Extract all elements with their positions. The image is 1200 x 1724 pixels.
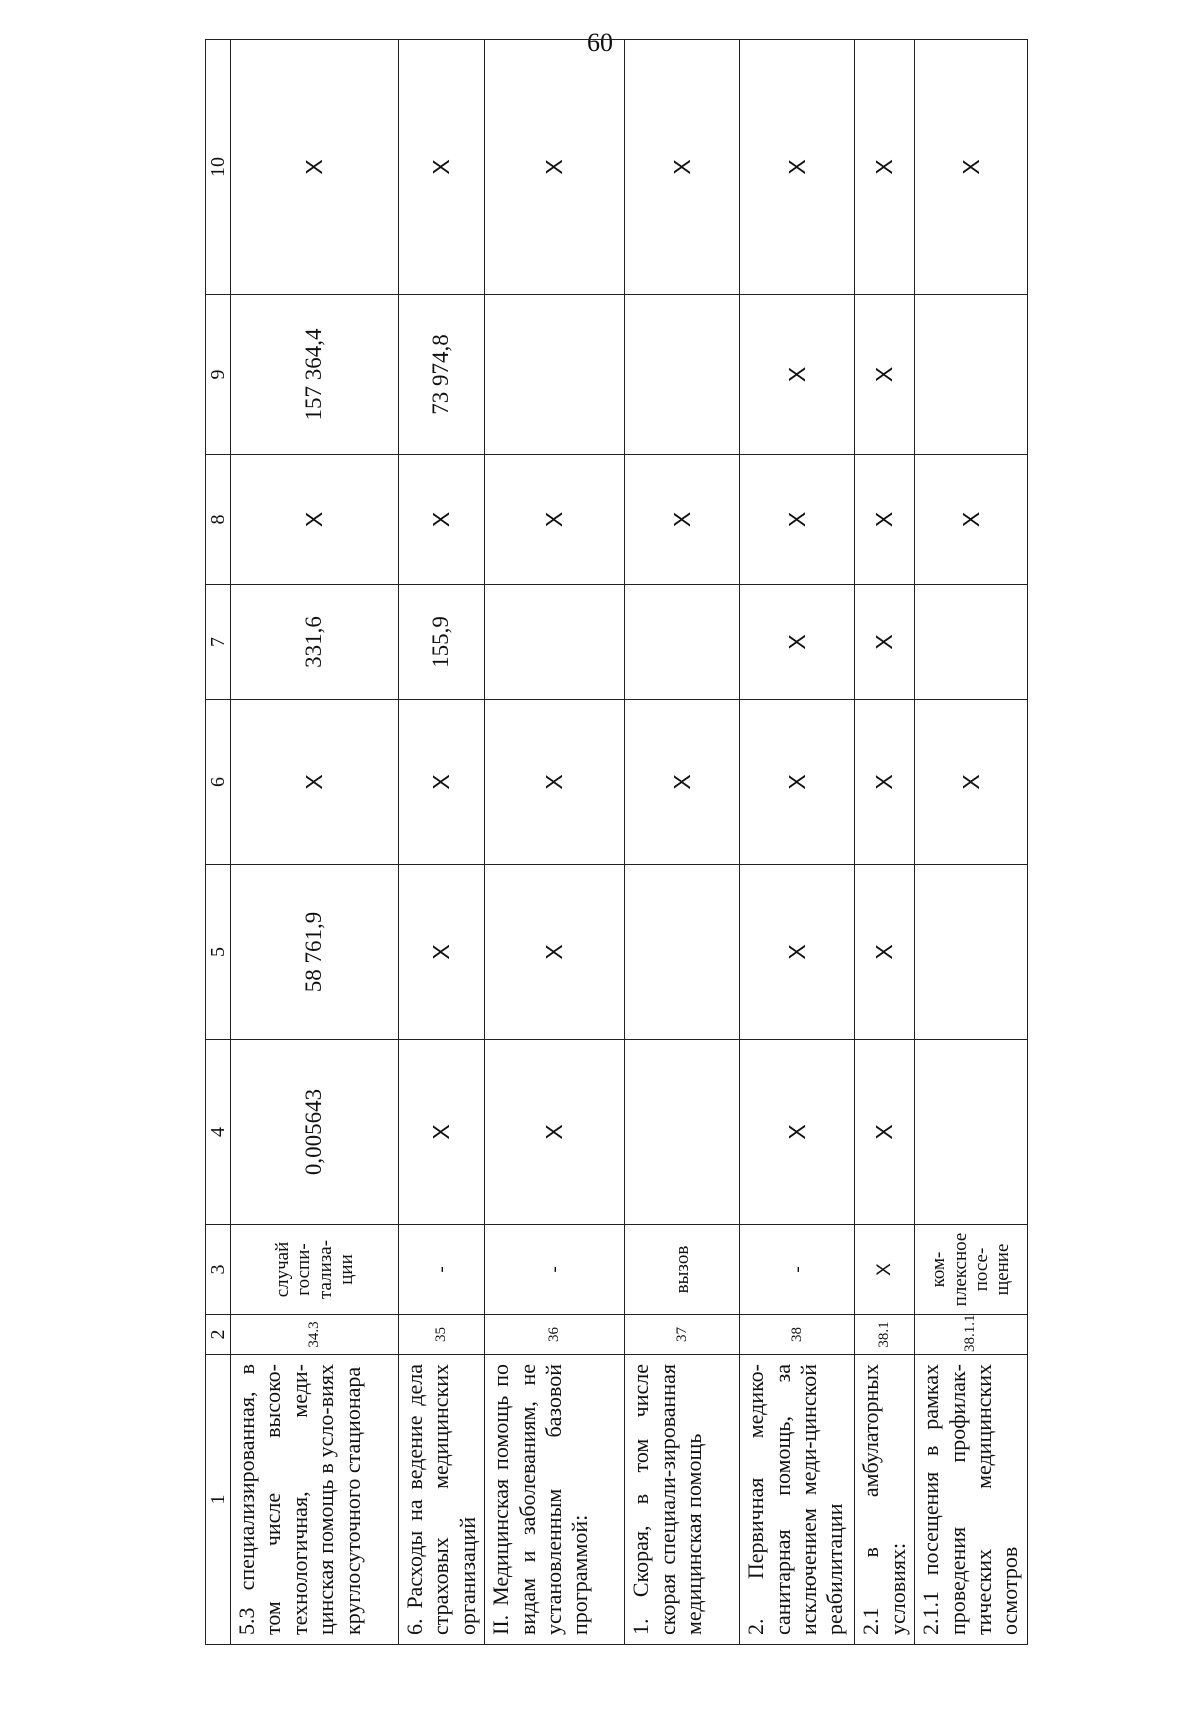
- table-row: [231, 40, 399, 1645]
- row-label: 2.1.1 посещения в рамках проведения профилак-тических медицинских осмотров: [915, 1355, 1028, 1645]
- value-cell: [485, 295, 625, 455]
- column-number: 1: [206, 1355, 231, 1645]
- rotated-table-wrapper: [205, 100, 1023, 1645]
- row-code: 38.1.1: [915, 1315, 1028, 1355]
- unit-cell: X: [855, 1225, 915, 1315]
- value-cell: 155,9: [399, 585, 485, 700]
- value-cell: [625, 585, 740, 700]
- row-label: II. Медицинская помощь по видам и заболеваниям, не установленным базовой программой:: [485, 1355, 625, 1645]
- row-code: 38: [740, 1315, 855, 1355]
- table-row: [855, 40, 915, 1645]
- value-cell: X: [740, 585, 855, 700]
- unit-cell: вызов: [625, 1225, 740, 1315]
- value-cell: X: [855, 865, 915, 1040]
- column-number: 9: [206, 295, 231, 455]
- value-cell: [915, 865, 1028, 1040]
- column-number-row: [206, 40, 231, 1645]
- column-number: 8: [206, 455, 231, 585]
- value-cell: X: [625, 700, 740, 865]
- value-cell: X: [231, 40, 399, 295]
- row-label: 6. Расходы на ведение дела страховых медицинских организаций: [399, 1355, 485, 1645]
- value-cell: [915, 295, 1028, 455]
- table-row: [915, 40, 1028, 1645]
- value-cell: X: [399, 865, 485, 1040]
- value-cell: X: [399, 40, 485, 295]
- value-cell: 331,6: [231, 585, 399, 700]
- row-code: 35: [399, 1315, 485, 1355]
- row-label: 5.3 специализированная, в том числе высоко-технологичная, меди-цинская помощь в усло-виях круглосуточного стационара: [231, 1355, 399, 1645]
- value-cell: [625, 1040, 740, 1225]
- row-label: 1. Скорая, в том числе скорая специали-зированная медицинская помощь: [625, 1355, 740, 1645]
- value-cell: X: [915, 455, 1028, 585]
- value-cell: X: [740, 455, 855, 585]
- unit-cell: -: [485, 1225, 625, 1315]
- table-container: [205, 100, 1023, 1645]
- table-row: [625, 40, 740, 1645]
- value-cell: 73 974,8: [399, 295, 485, 455]
- value-cell: X: [231, 455, 399, 585]
- table-row: [740, 40, 855, 1645]
- value-cell: X: [855, 700, 915, 865]
- value-cell: [915, 585, 1028, 700]
- table-row: [485, 40, 625, 1645]
- value-cell: X: [855, 40, 915, 295]
- value-cell: X: [399, 455, 485, 585]
- column-number: 4: [206, 1040, 231, 1225]
- data-table: [205, 39, 1028, 1645]
- value-cell: X: [625, 455, 740, 585]
- unit-cell: -: [399, 1225, 485, 1315]
- table-row: [399, 40, 485, 1645]
- row-code: 36: [485, 1315, 625, 1355]
- value-cell: X: [625, 40, 740, 295]
- unit-cell: ком-плексное посе-щение: [915, 1225, 1028, 1315]
- value-cell: X: [740, 865, 855, 1040]
- value-cell: X: [231, 700, 399, 865]
- value-cell: X: [855, 455, 915, 585]
- page-number: 60: [587, 28, 613, 57]
- column-number: 6: [206, 700, 231, 865]
- value-cell: X: [915, 700, 1028, 865]
- value-cell: X: [915, 40, 1028, 295]
- row-code: 34.3: [231, 1315, 399, 1355]
- column-number: 3: [206, 1225, 231, 1315]
- column-number: 7: [206, 585, 231, 700]
- value-cell: X: [485, 865, 625, 1040]
- value-cell: X: [485, 1040, 625, 1225]
- value-cell: X: [740, 700, 855, 865]
- value-cell: X: [855, 295, 915, 455]
- value-cell: X: [740, 40, 855, 295]
- column-number: 10: [206, 40, 231, 295]
- value-cell: X: [740, 295, 855, 455]
- value-cell: X: [399, 1040, 485, 1225]
- value-cell: X: [485, 40, 625, 295]
- value-cell: X: [855, 585, 915, 700]
- value-cell: [485, 585, 625, 700]
- value-cell: X: [855, 1040, 915, 1225]
- value-cell: 0,005643: [231, 1040, 399, 1225]
- value-cell: [915, 1040, 1028, 1225]
- value-cell: [625, 295, 740, 455]
- row-code: 37: [625, 1315, 740, 1355]
- row-label: 2. Первичная медико-санитарная помощь, за исключением меди-цинской реабилитации: [740, 1355, 855, 1645]
- value-cell: X: [485, 700, 625, 865]
- column-number: 2: [206, 1315, 231, 1355]
- unit-cell: случай госпи-тализа-ции: [231, 1225, 399, 1315]
- row-label: 2.1 в амбулаторных условиях:: [855, 1355, 915, 1645]
- unit-cell: -: [740, 1225, 855, 1315]
- value-cell: X: [485, 455, 625, 585]
- value-cell: X: [399, 700, 485, 865]
- value-cell: X: [740, 1040, 855, 1225]
- row-code: 38.1: [855, 1315, 915, 1355]
- value-cell: 58 761,9: [231, 865, 399, 1040]
- column-number: 5: [206, 865, 231, 1040]
- value-cell: [625, 865, 740, 1040]
- value-cell: 157 364,4: [231, 295, 399, 455]
